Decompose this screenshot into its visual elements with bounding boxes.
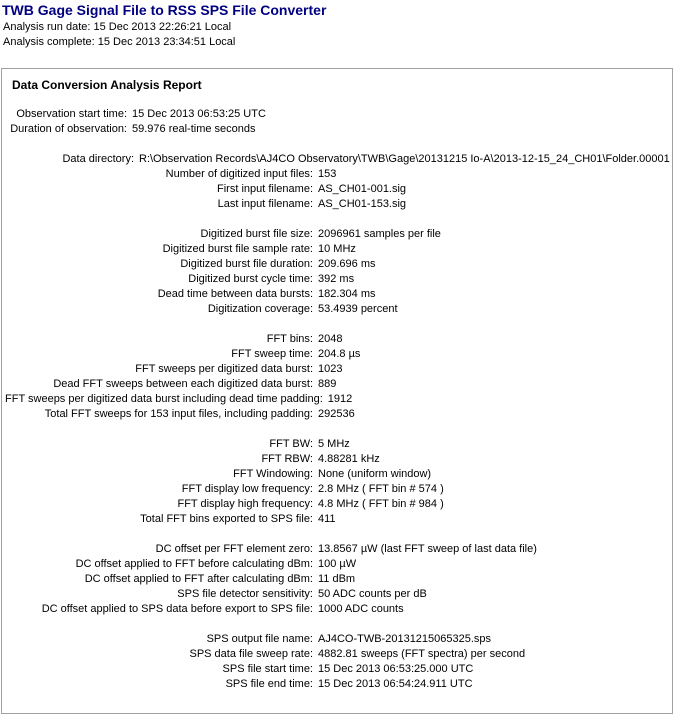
row-value: 11 dBm [318, 573, 356, 585]
report-row [5, 332, 672, 347]
row-value: 2.8 MHz ( FFT bin # 574 ) [318, 483, 444, 495]
row-value: 392 ms [318, 273, 355, 285]
report-row [5, 377, 672, 392]
report-row [5, 272, 672, 287]
report-row [5, 302, 672, 317]
row-label: Last input filename: [217, 198, 313, 210]
report-row [5, 647, 672, 662]
report-row [5, 227, 672, 242]
row-value: 100 µW [318, 558, 357, 570]
row-value: 4.8 MHz ( FFT bin # 984 ) [318, 498, 444, 510]
report-row [5, 257, 672, 272]
report-row [5, 347, 672, 362]
row-label: FFT sweeps per digitized data burst: [135, 363, 313, 375]
row-label: Total FFT bins exported to SPS file: [140, 513, 313, 525]
report-section [5, 107, 672, 137]
report-row [5, 602, 672, 617]
report-row [5, 167, 672, 182]
row-value: 15 Dec 2013 06:54:24.911 UTC [318, 678, 473, 690]
analysis-run-date-line: Analysis run date: 15 Dec 2013 22:26:21 Local [3, 21, 232, 33]
row-label: SPS file start time: [222, 663, 313, 675]
row-label: Digitized burst file sample rate: [162, 243, 313, 255]
report-row [5, 452, 672, 467]
row-value: 59.976 real-time seconds [132, 123, 256, 135]
row-value: 15 Dec 2013 06:53:25 UTC [132, 108, 266, 120]
row-label: SPS file end time: [225, 678, 313, 690]
row-label: FFT display high frequency: [177, 498, 313, 510]
row-value: 182.304 ms [318, 288, 376, 300]
report-row [5, 542, 672, 557]
row-label: FFT Windowing: [233, 468, 313, 480]
row-value: 209.696 ms [318, 258, 376, 270]
row-label: Duration of observation: [10, 123, 127, 135]
report-row [5, 122, 672, 137]
report-section [5, 437, 672, 527]
report-row [5, 197, 672, 212]
row-value: 2096961 samples per file [318, 228, 441, 240]
row-value: 204.8 µs [318, 348, 361, 360]
row-value: 50 ADC counts per dB [318, 588, 427, 600]
report-row [5, 662, 672, 677]
row-label: Total FFT sweeps for 153 input files, including padding: [44, 408, 313, 420]
report-row [5, 392, 672, 407]
row-label: DC offset applied to FFT after calculating dBm: [84, 573, 313, 585]
row-label: First input filename: [217, 183, 313, 195]
row-value: 5 MHz [318, 438, 350, 450]
row-value: AS_CH01-001.sig [318, 183, 407, 195]
report-section [5, 632, 672, 692]
row-label: DC offset applied to FFT before calculating dBm: [75, 558, 313, 570]
row-value: R:\Observation Records\AJ4CO Observatory\TWB\Gage\20131215 Io-A\2013-12-15_24_CH01\Folder.00001 [139, 153, 670, 165]
report-row [5, 572, 672, 587]
report-row [5, 497, 672, 512]
row-label: Digitized burst cycle time: [188, 273, 313, 285]
report-heading: Data Conversion Analysis Report [12, 78, 202, 92]
row-value: None (uniform window) [318, 468, 432, 480]
report-section [5, 152, 672, 212]
row-label: FFT RBW: [261, 453, 313, 465]
report-row [5, 407, 672, 422]
row-label: Digitized burst file size: [200, 228, 313, 240]
row-value: 292536 [318, 408, 355, 420]
report-row [5, 152, 672, 167]
page-title: TWB Gage Signal File to RSS SPS File Converter [2, 2, 327, 18]
report-row [5, 362, 672, 377]
row-label: Digitized burst file duration: [180, 258, 313, 270]
row-label: SPS file detector sensitivity: [177, 588, 313, 600]
row-value: 411 [318, 513, 336, 525]
row-value: 53.4939 percent [318, 303, 398, 315]
row-label: DC offset applied to SPS data before export to SPS file: [41, 603, 313, 615]
report-row [5, 512, 672, 527]
report-sections [5, 107, 672, 692]
row-value: 10 MHz [318, 243, 356, 255]
row-label: SPS output file name: [206, 633, 313, 645]
row-value: 153 [318, 168, 337, 180]
row-label: FFT display low frequency: [181, 483, 313, 495]
row-value: 15 Dec 2013 06:53:25.000 UTC [318, 663, 474, 675]
row-label: Digitization coverage: [207, 303, 313, 315]
report-row [5, 107, 672, 122]
row-value: 1912 [327, 393, 353, 405]
report-panel [1, 68, 673, 714]
row-value: AS_CH01-153.sig [318, 198, 407, 210]
row-value: 1023 [318, 363, 343, 375]
report-row [5, 242, 672, 257]
report-row [5, 437, 672, 452]
row-label: FFT sweep time: [231, 348, 313, 360]
row-label: Dead time between data bursts: [157, 288, 313, 300]
row-label: Data directory: [62, 153, 134, 165]
report-row [5, 467, 672, 482]
row-label: FFT BW: [269, 438, 313, 450]
row-value: 889 [318, 378, 337, 390]
row-label: FFT bins: [266, 333, 313, 345]
row-value: 4.88281 kHz [318, 453, 380, 465]
report-row [5, 287, 672, 302]
report-section [5, 227, 672, 317]
row-label: Dead FFT sweeps between each digitized data burst: [53, 378, 313, 390]
row-label: Observation start time: [16, 108, 127, 120]
row-label: DC offset per FFT element zero: [155, 543, 313, 555]
report-section [5, 542, 672, 617]
report-section [5, 332, 672, 422]
report-row [5, 677, 672, 692]
row-value: 13.8567 µW (last FFT sweep of last data file) [318, 543, 537, 555]
report-row [5, 632, 672, 647]
report-row [5, 557, 672, 572]
row-value: AJ4CO-TWB-20131215065325.sps [318, 633, 492, 645]
row-value: 2048 [318, 333, 343, 345]
row-value: 1000 ADC counts [318, 603, 404, 615]
analysis-complete-line: Analysis complete: 15 Dec 2013 23:34:51 Local [3, 36, 236, 48]
report-row [5, 587, 672, 602]
row-label: Number of digitized input files: [165, 168, 313, 180]
row-value: 4882.81 sweeps (FFT spectra) per second [318, 648, 526, 660]
report-row [5, 482, 672, 497]
row-label: SPS data file sweep rate: [189, 648, 313, 660]
report-row [5, 182, 672, 197]
row-label: FFT sweeps per digitized data burst including dead time padding: [5, 393, 323, 405]
